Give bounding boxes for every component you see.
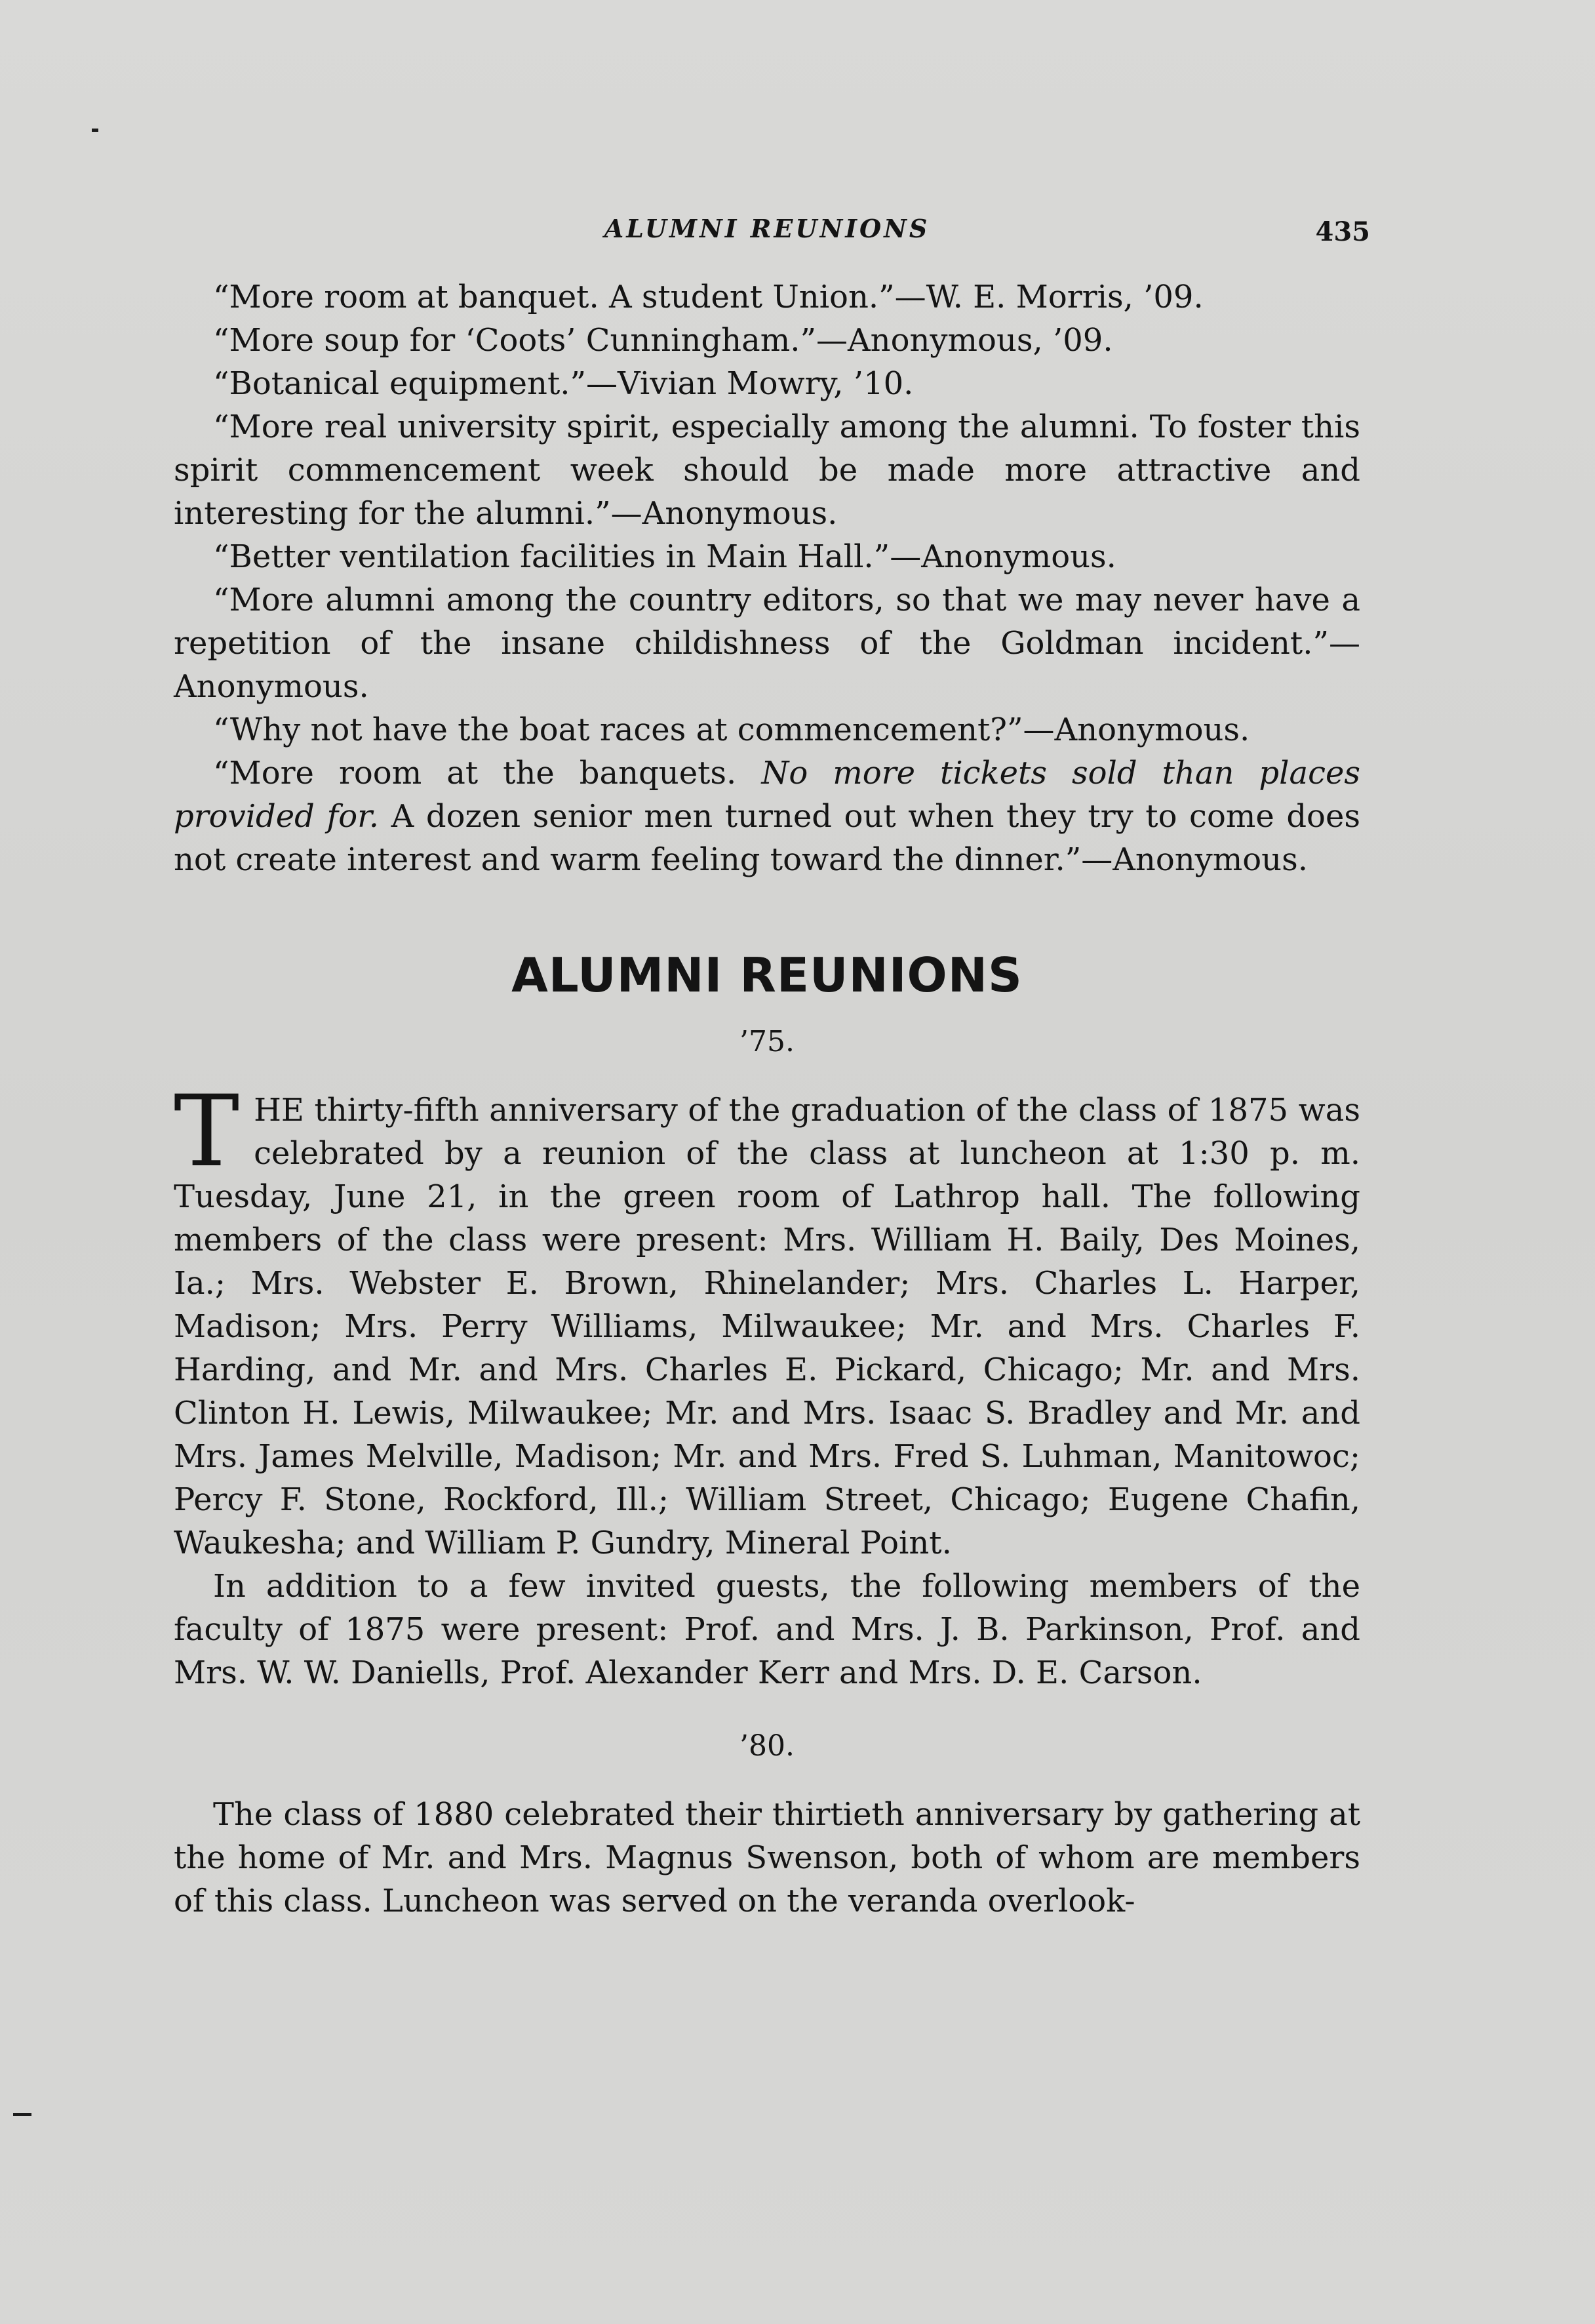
quote-7: “Why not have the boat races at commencement?”—Anonymous. — [213, 711, 1250, 748]
quote-4: “More real university spirit, especially among the alumni. To foster this spirit commencement week should be made more attractive and interesting for the alumni.”—Anonymous. — [174, 409, 1360, 532]
quote-8-end: A dozen senior men turned out when they try to come does not create interest and warm feeling toward the dinner.”—Anonymous. — [174, 798, 1360, 878]
running-head — [177, 209, 1370, 248]
running-head-title: ALUMNI REUNIONS — [604, 214, 930, 243]
section-title: ALUMNI REUNIONS — [511, 948, 1023, 1003]
quote-2: “More soup for ‘Coots’ Cunningham.”—Anonymous, ’09. — [213, 322, 1113, 359]
quote-8 — [174, 751, 1360, 881]
quote-8-italic: No more tickets sold than places provided for. — [174, 755, 1360, 835]
quote-5: “Better ventilation facilities in Main Hall.”—Anonymous. — [213, 538, 1116, 575]
body-text — [174, 275, 1360, 1923]
quote-8-start: “More room at the banquets. — [213, 755, 762, 791]
drop-cap: T — [174, 1075, 240, 1189]
quote-1: “More room at banquet. A student Union.”—W. E. Morris, ’09. — [213, 279, 1204, 315]
page-number: 435 — [1315, 216, 1370, 247]
scan-speck — [13, 2113, 31, 2116]
class-75-paragraph-1 — [174, 1075, 1360, 1565]
quote-6: “More alumni among the country editors, so that we may never have a repetition of the insane childishness of the Goldman incident.”—Anonymous. — [174, 582, 1360, 705]
class-heading-80: ’80. — [739, 1729, 795, 1763]
class-75-paragraph-1-text: HE thirty-fifth anniversary of the graduation of the class of 1875 was celebrated by a reunion of the class at luncheon at 1:30 p. m. Tuesday, June 21, in the green room of Lathrop hall. The following members of the class were present: Mrs. William H. Baily, Des Moines, Ia.; Mrs. Webster E. Brown, Rhinelander; Mrs. Charles L. Harper, Madison; Mrs. Perry Williams, Milwaukee; Mr. and Mrs. Charles F. Harding, and Mr. and Mrs. Charles E. Pickard, Chicago; Mr. and Mrs. Clinton H. Lewis, Milwaukee; Mr. and Mrs. Isaac S. Bradley and Mr. and Mrs. James Melville, Madison; Mr. and Mrs. Fred S. Luhman, Manitowoc; Percy F. Stone, Rockford, Ill.; William Street, Chicago; Eugene Chafin, Waukesha; and William P. Gundry, Mineral Point. — [174, 1092, 1360, 1561]
class-75-paragraph-2: In addition to a few invited guests, the following members of the faculty of 1875 were present: Prof. and Mrs. J. B. Parkinson, Prof. and Mrs. W. W. Daniells, Prof. Alexander Kerr and Mrs. D. E. Carson. — [174, 1568, 1360, 1691]
quote-3: “Botanical equipment.”—Vivian Mowry, ’10. — [213, 365, 914, 402]
class-heading-75: ’75. — [739, 1025, 795, 1058]
class-80-paragraph-1: The class of 1880 celebrated their thirtieth anniversary by gathering at the home of Mr. and Mrs. Magnus Swenson, both of whom are members of this class. Luncheon was served on the veranda overlook- — [174, 1796, 1360, 1919]
scan-speck — [92, 129, 98, 132]
